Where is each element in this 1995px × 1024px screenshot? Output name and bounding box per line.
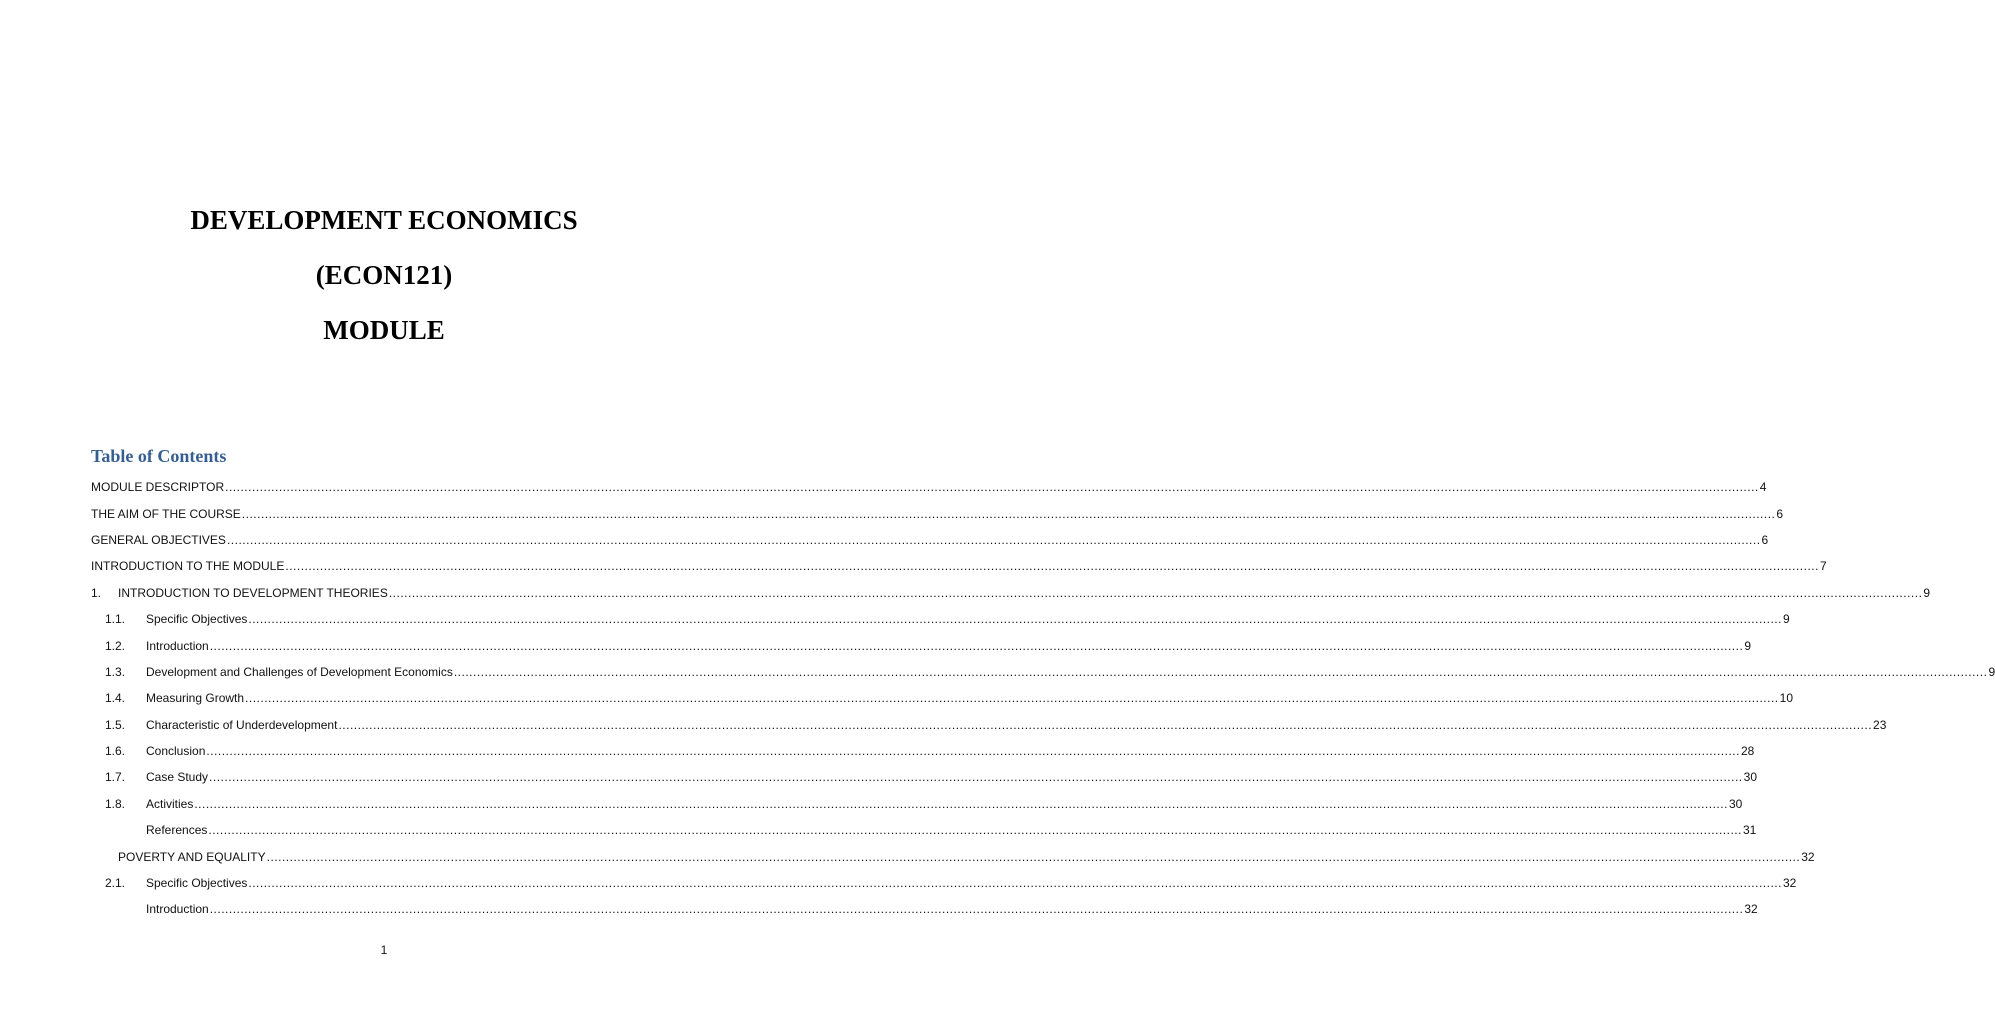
page-number: 1	[380, 943, 388, 957]
toc-entry[interactable]	[0, 843, 1815, 869]
title-line-1: DEVELOPMENT ECONOMICS	[190, 205, 578, 235]
toc-entry-number: 1.4.	[105, 691, 126, 706]
toc-entry-label: Case Study	[146, 770, 209, 785]
toc-entry-number: 1.7.	[105, 770, 126, 785]
toc-dot-leader: ................................................................................................................................................................................................................................................................................................................................................................................................................	[225, 480, 1759, 495]
toc-entry-page: 6	[1776, 506, 1784, 521]
toc-entry-number: 1.5.	[105, 717, 126, 732]
toc-entry[interactable]	[0, 474, 1767, 500]
toc-entry-label: INTRODUCTION TO THE MODULE	[91, 559, 285, 574]
toc-entry[interactable]	[0, 500, 1784, 526]
toc-dot-leader: ................................................................................................................................................................................................................................................................................................................................................................................................................	[209, 638, 1744, 653]
toc-entry[interactable]	[0, 817, 1757, 843]
toc-entry-page: 32	[1744, 902, 1758, 917]
toc-entry-page: 32	[1801, 849, 1815, 864]
toc-entry-label: Characteristic of Underdevelopment	[146, 717, 338, 732]
toc-entry-line	[146, 638, 1751, 653]
toc-entry[interactable]	[0, 870, 1797, 896]
toc-entry-page: 30	[1728, 796, 1743, 811]
toc-heading: Table of Contents	[91, 446, 227, 466]
toc-entry[interactable]	[0, 553, 1827, 579]
toc-entry-page: 31	[1742, 823, 1757, 838]
toc-entry-label: Development and Challenges of Development Economics	[146, 664, 453, 679]
toc-entry[interactable]	[0, 791, 1743, 817]
toc-entry-number: 1.6.	[105, 744, 126, 759]
toc-entry-line	[146, 796, 1743, 811]
toc-dot-leader: ................................................................................................................................................................................................................................................................................................................................................................................................................	[453, 664, 1988, 679]
toc-entry-line	[146, 717, 1887, 732]
toc-entry-line	[146, 691, 1793, 706]
toc-entry[interactable]	[0, 606, 1790, 632]
toc-dot-leader: ................................................................................................................................................................................................................................................................................................................................................................................................................	[209, 902, 1744, 917]
toc-entry-line	[146, 664, 1995, 679]
toc-dot-leader: ................................................................................................................................................................................................................................................................................................................................................................................................................	[206, 744, 1740, 759]
toc-entry-line	[91, 480, 1767, 495]
toc-entry-page: 9	[1923, 585, 1931, 600]
title-line-3: MODULE	[323, 315, 445, 345]
toc-dot-leader: ................................................................................................................................................................................................................................................................................................................................................................................................................	[208, 823, 1742, 838]
toc-entry-label: Specific Objectives	[146, 612, 248, 627]
toc-entry-line	[91, 532, 1769, 547]
toc-entry-number: 1.2.	[105, 638, 126, 653]
toc-entry-line	[146, 770, 1757, 785]
toc-entry-label: Measuring Growth	[146, 691, 245, 706]
toc-entry-line	[146, 902, 1758, 917]
toc-dot-leader: ................................................................................................................................................................................................................................................................................................................................................................................................................	[248, 612, 1782, 627]
toc-entry-line	[146, 612, 1790, 627]
toc-entry-page: 9	[1782, 612, 1790, 627]
toc-entry-line	[146, 823, 1757, 838]
document-title	[0, 196, 768, 361]
toc-entry-page: 9	[1988, 664, 1995, 679]
toc-entry-number: 2.1.	[105, 876, 126, 891]
title-line-2: (ECON121)	[315, 260, 453, 290]
toc-dot-leader: ................................................................................................................................................................................................................................................................................................................................................................................................................	[248, 876, 1782, 891]
toc-entry-label: Conclusion	[146, 744, 206, 759]
toc-entry[interactable]	[0, 527, 1769, 553]
toc-dot-leader: ................................................................................................................................................................................................................................................................................................................................................................................................................	[338, 717, 1873, 732]
toc-dot-leader: ................................................................................................................................................................................................................................................................................................................................................................................................................	[245, 691, 1779, 706]
toc-entry[interactable]	[0, 580, 1931, 606]
toc-entry-label: INTRODUCTION TO DEVELOPMENT THEORIES	[118, 585, 388, 600]
toc-entry-page: 10	[1779, 691, 1793, 706]
toc-entry-line	[91, 559, 1827, 574]
toc-entry-page: 28	[1740, 744, 1755, 759]
toc-entry-page: 30	[1743, 770, 1757, 785]
toc-entry-label: GENERAL OBJECTIVES	[91, 532, 226, 547]
toc-dot-leader: ................................................................................................................................................................................................................................................................................................................................................................................................................	[241, 506, 1776, 521]
toc-entry-page: 23	[1873, 717, 1887, 732]
toc-entry-label: References	[146, 823, 208, 838]
toc-entry-number: 1.8.	[105, 796, 126, 811]
toc-dot-leader: ................................................................................................................................................................................................................................................................................................................................................................................................................	[388, 585, 1923, 600]
toc-entry[interactable]	[0, 632, 1751, 658]
toc-entry-page: 9	[1744, 638, 1751, 653]
toc-entry-line	[146, 744, 1755, 759]
toc-entry-number: 1.1.	[105, 612, 126, 627]
toc-entry-page: 4	[1759, 480, 1767, 495]
toc-entry-label: Specific Objectives	[146, 876, 248, 891]
toc-entry-page: 32	[1782, 876, 1797, 891]
toc-entry[interactable]	[0, 659, 1995, 685]
toc-entry-label: THE AIM OF THE COURSE	[91, 506, 241, 521]
toc-entry-line	[118, 849, 1815, 864]
toc-entry[interactable]	[0, 896, 1758, 922]
toc-entry[interactable]	[0, 738, 1755, 764]
toc-entry-label: Introduction	[146, 638, 209, 653]
toc-dot-leader: ................................................................................................................................................................................................................................................................................................................................................................................................................	[209, 770, 1743, 785]
toc-entry-number: 1.3.	[105, 664, 126, 679]
toc-entry-line	[91, 506, 1784, 521]
toc-dot-leader: ................................................................................................................................................................................................................................................................................................................................................................................................................	[194, 796, 1728, 811]
toc-dot-leader: ................................................................................................................................................................................................................................................................................................................................................................................................................	[285, 559, 1819, 574]
toc-entry[interactable]	[0, 764, 1757, 790]
toc-entry-label: Activities	[146, 796, 194, 811]
toc-dot-leader: ................................................................................................................................................................................................................................................................................................................................................................................................................	[266, 849, 1801, 864]
toc-entry-page: 6	[1761, 532, 1769, 547]
toc-entry-page: 7	[1819, 559, 1827, 574]
toc-entry-line	[146, 876, 1797, 891]
toc-entry-label: Introduction	[146, 902, 209, 917]
toc-entry-line	[118, 585, 1931, 600]
toc-entry[interactable]	[0, 712, 1887, 738]
toc-entry-label: MODULE DESCRIPTOR	[91, 480, 225, 495]
toc-entry[interactable]	[0, 685, 1793, 711]
toc-entry-number: 1.	[91, 585, 102, 600]
toc-dot-leader: ................................................................................................................................................................................................................................................................................................................................................................................................................	[226, 532, 1761, 547]
table-of-contents	[0, 474, 1995, 923]
toc-entry-label: POVERTY AND EQUALITY	[118, 849, 266, 864]
